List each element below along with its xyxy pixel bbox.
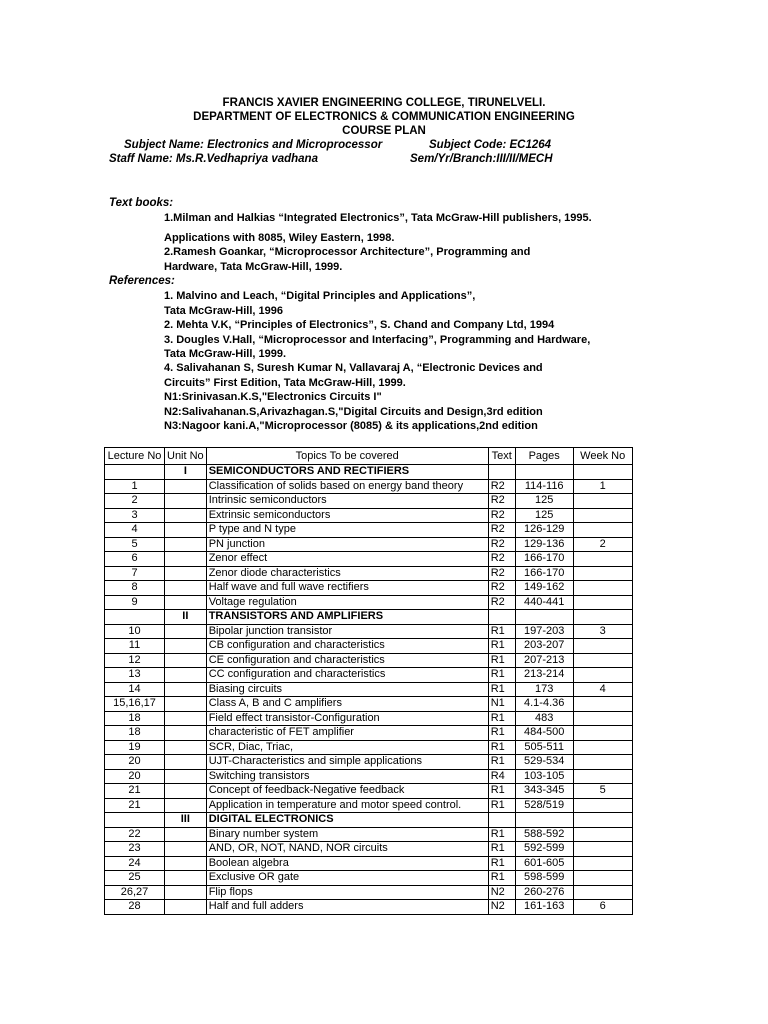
textbooks-heading: Text books: (109, 197, 174, 209)
week-no-cell (573, 668, 632, 683)
unit-no-cell (165, 726, 207, 741)
pages-cell (515, 465, 573, 480)
table-row (105, 784, 633, 799)
text-ref-cell: R2 (488, 552, 515, 567)
topic-cell: Half wave and full wave rectifiers (206, 581, 488, 596)
reference-line: 2. Mehta V.K, “Principles of Electronics”, S. Chand and Company Ltd, 1994 (164, 319, 555, 331)
unit-no-cell (165, 784, 207, 799)
unit-no-cell (165, 653, 207, 668)
week-no-cell (573, 566, 632, 581)
week-no-cell (573, 494, 632, 509)
unit-no-cell (165, 711, 207, 726)
text-ref-cell: R4 (488, 769, 515, 784)
topic-cell: Binary number system (206, 827, 488, 842)
week-no-cell (573, 842, 632, 857)
text-ref-cell: R1 (488, 856, 515, 871)
week-no-cell (573, 523, 632, 538)
unit-no-cell (165, 769, 207, 784)
topic-cell: Classification of solids based on energy band theory (206, 479, 488, 494)
lecture-no-cell: 20 (105, 769, 165, 784)
reference-line: N1:Srinivasan.K.S,"Electronics Circuits I" (164, 391, 382, 403)
unit-no-cell: II (165, 610, 207, 625)
table-row (105, 842, 633, 857)
text-ref-cell: R1 (488, 798, 515, 813)
text-ref-cell: R1 (488, 668, 515, 683)
unit-no-cell (165, 537, 207, 552)
reference-line: 1. Malvino and Leach, “Digital Principles and Applications”, (164, 290, 476, 302)
lecture-no-cell: 15,16,17 (105, 697, 165, 712)
unit-no-cell (165, 624, 207, 639)
lecture-no-cell: 1 (105, 479, 165, 494)
college-name: FRANCIS XAVIER ENGINEERING COLLEGE, TIRUNELVELI. (222, 97, 546, 109)
table-row (105, 653, 633, 668)
topic-cell: PN junction (206, 537, 488, 552)
text-ref-cell: R1 (488, 639, 515, 654)
table-row (105, 624, 633, 639)
week-no-cell (573, 639, 632, 654)
pages-cell: 483 (515, 711, 573, 726)
week-no-cell (573, 871, 632, 886)
reference-line: 4. Salivahanan S, Suresh Kumar N, Vallavaraj A, “Electronic Devices and (164, 362, 543, 374)
lecture-no-cell: 18 (105, 711, 165, 726)
column-header-unit-no: Unit No (165, 448, 207, 465)
text-ref-cell: R1 (488, 871, 515, 886)
week-no-cell (573, 653, 632, 668)
unit-no-cell (165, 682, 207, 697)
pages-cell: 528/519 (515, 798, 573, 813)
week-no-cell: 5 (573, 784, 632, 799)
unit-no-cell (165, 566, 207, 581)
lecture-no-cell: 4 (105, 523, 165, 538)
pages-cell (515, 610, 573, 625)
table-header-row (105, 448, 633, 465)
topic-cell: Boolean algebra (206, 856, 488, 871)
pages-cell: 588-592 (515, 827, 573, 842)
reference-line: Tata McGraw-Hill, 1996 (164, 305, 284, 317)
lecture-no-cell: 9 (105, 595, 165, 610)
unit-no-cell (165, 595, 207, 610)
text-ref-cell: R2 (488, 494, 515, 509)
week-no-cell (573, 813, 632, 828)
sem-branch: Sem/Yr/Branch:III/II/MECH (410, 153, 553, 165)
topic-cell: AND, OR, NOT, NAND, NOR circuits (206, 842, 488, 857)
unit-no-cell (165, 827, 207, 842)
unit-no-cell (165, 740, 207, 755)
textbook-line: Applications with 8085, Wiley Eastern, 1998. (164, 232, 395, 244)
subject-code: Subject Code: EC1264 (429, 139, 552, 151)
table-row (105, 798, 633, 813)
text-ref-cell: N2 (488, 900, 515, 915)
lecture-no-cell: 2 (105, 494, 165, 509)
topic-cell: Class A, B and C amplifiers (206, 697, 488, 712)
week-no-cell: 1 (573, 479, 632, 494)
table-row (105, 523, 633, 538)
lecture-no-cell: 13 (105, 668, 165, 683)
topic-cell: characteristic of FET amplifier (206, 726, 488, 741)
textbook-line: 1.Milman and Halkias “Integrated Electronics”, Tata McGraw-Hill publishers, 1995. (164, 212, 592, 224)
document-title: COURSE PLAN (342, 125, 426, 137)
topic-cell: Application in temperature and motor speed control. (206, 798, 488, 813)
topic-cell: Field effect transistor-Configuration (206, 711, 488, 726)
reference-line: 3. Dougles V.Hall, “Microprocessor and Interfacing”, Programming and Hardware, (164, 334, 591, 346)
week-no-cell (573, 769, 632, 784)
unit-no-cell (165, 842, 207, 857)
unit-no-cell (165, 697, 207, 712)
week-no-cell (573, 595, 632, 610)
pages-cell: 484-500 (515, 726, 573, 741)
unit-heading-row (105, 465, 633, 480)
pages-cell: 440-441 (515, 595, 573, 610)
pages-cell (515, 813, 573, 828)
topic-cell: Voltage regulation (206, 595, 488, 610)
table-row (105, 900, 633, 915)
pages-cell: 125 (515, 508, 573, 523)
week-no-cell (573, 508, 632, 523)
pages-cell: 149-162 (515, 581, 573, 596)
table-row (105, 856, 633, 871)
lecture-no-cell: 3 (105, 508, 165, 523)
week-no-cell (573, 827, 632, 842)
topic-cell: Bipolar junction transistor (206, 624, 488, 639)
pages-cell: 126-129 (515, 523, 573, 538)
topic-cell: CB configuration and characteristics (206, 639, 488, 654)
lecture-no-cell: 5 (105, 537, 165, 552)
lecture-no-cell: 28 (105, 900, 165, 915)
table-row (105, 668, 633, 683)
unit-no-cell (165, 508, 207, 523)
topic-cell: TRANSISTORS AND AMPLIFIERS (206, 610, 488, 625)
table-row (105, 769, 633, 784)
unit-no-cell (165, 798, 207, 813)
unit-heading-row (105, 610, 633, 625)
unit-no-cell (165, 639, 207, 654)
table-row (105, 508, 633, 523)
lecture-no-cell: 24 (105, 856, 165, 871)
table-row (105, 697, 633, 712)
textbook-line: 2.Ramesh Goankar, “Microprocessor Architecture”, Programming and (164, 246, 531, 258)
lecture-no-cell (105, 813, 165, 828)
text-ref-cell: R1 (488, 726, 515, 741)
topic-cell: UJT-Characteristics and simple applications (206, 755, 488, 770)
table-row (105, 566, 633, 581)
unit-heading-row (105, 813, 633, 828)
reference-line: Circuits” First Edition, Tata McGraw-Hill, 1999. (164, 377, 406, 389)
pages-cell: 343-345 (515, 784, 573, 799)
lecture-no-cell: 18 (105, 726, 165, 741)
table-row (105, 711, 633, 726)
week-no-cell (573, 552, 632, 567)
unit-no-cell (165, 552, 207, 567)
topic-cell: Extrinsic semiconductors (206, 508, 488, 523)
unit-no-cell (165, 871, 207, 886)
pages-cell: 173 (515, 682, 573, 697)
topic-cell: Biasing circuits (206, 682, 488, 697)
column-header-week-no: Week No (573, 448, 632, 465)
pages-cell: 601-605 (515, 856, 573, 871)
unit-no-cell (165, 856, 207, 871)
lecture-no-cell: 21 (105, 784, 165, 799)
pages-cell: 166-170 (515, 566, 573, 581)
text-ref-cell (488, 813, 515, 828)
week-no-cell (573, 711, 632, 726)
topic-cell: Zenor diode characteristics (206, 566, 488, 581)
topic-cell: Exclusive OR gate (206, 871, 488, 886)
unit-no-cell (165, 581, 207, 596)
unit-no-cell: III (165, 813, 207, 828)
week-no-cell (573, 697, 632, 712)
pages-cell: 4.1-4.36 (515, 697, 573, 712)
lecture-no-cell (105, 465, 165, 480)
text-ref-cell: R2 (488, 537, 515, 552)
lecture-no-cell: 23 (105, 842, 165, 857)
week-no-cell: 2 (573, 537, 632, 552)
lecture-no-cell: 11 (105, 639, 165, 654)
week-no-cell (573, 755, 632, 770)
pages-cell: 161-163 (515, 900, 573, 915)
reference-line: N3:Nagoor kani.A,"Microprocessor (8085) & its applications,2nd edition (164, 420, 538, 432)
lecture-no-cell: 26,27 (105, 885, 165, 900)
pages-cell: 505-511 (515, 740, 573, 755)
text-ref-cell: R2 (488, 523, 515, 538)
pages-cell: 529-534 (515, 755, 573, 770)
text-ref-cell: R1 (488, 624, 515, 639)
table-row (105, 479, 633, 494)
week-no-cell (573, 465, 632, 480)
pages-cell: 592-599 (515, 842, 573, 857)
text-ref-cell: R1 (488, 682, 515, 697)
text-ref-cell (488, 610, 515, 625)
lecture-no-cell: 14 (105, 682, 165, 697)
pages-cell: 114-116 (515, 479, 573, 494)
topic-cell: SCR, Diac, Triac, (206, 740, 488, 755)
topic-cell: CE configuration and characteristics (206, 653, 488, 668)
table-row (105, 639, 633, 654)
text-ref-cell: R2 (488, 566, 515, 581)
week-no-cell (573, 885, 632, 900)
lecture-no-cell: 6 (105, 552, 165, 567)
table-row (105, 581, 633, 596)
lecture-no-cell: 8 (105, 581, 165, 596)
lecture-no-cell: 12 (105, 653, 165, 668)
unit-no-cell (165, 755, 207, 770)
text-ref-cell: R1 (488, 784, 515, 799)
pages-cell: 260-276 (515, 885, 573, 900)
subject-name: Subject Name: Electronics and Microprocessor (124, 139, 383, 151)
week-no-cell (573, 726, 632, 741)
text-ref-cell: R2 (488, 581, 515, 596)
week-no-cell: 4 (573, 682, 632, 697)
table-row (105, 827, 633, 842)
pages-cell: 598-599 (515, 871, 573, 886)
reference-line: N2:Salivahanan.S,Arivazhagan.S,"Digital Circuits and Design,3rd edition (164, 406, 543, 418)
table-row (105, 885, 633, 900)
department-name: DEPARTMENT OF ELECTRONICS & COMMUNICATION ENGINEERING (193, 111, 575, 123)
unit-no-cell (165, 523, 207, 538)
topic-cell: SEMICONDUCTORS AND RECTIFIERS (206, 465, 488, 480)
lecture-no-cell: 25 (105, 871, 165, 886)
topic-cell: P type and N type (206, 523, 488, 538)
table-row (105, 755, 633, 770)
unit-no-cell (165, 479, 207, 494)
topic-cell: Half and full adders (206, 900, 488, 915)
pages-cell: 213-214 (515, 668, 573, 683)
text-ref-cell: R1 (488, 755, 515, 770)
unit-no-cell (165, 885, 207, 900)
text-ref-cell: R2 (488, 508, 515, 523)
text-ref-cell: N1 (488, 697, 515, 712)
staff-name: Staff Name: Ms.R.Vedhapriya vadhana (109, 153, 318, 165)
text-ref-cell: R1 (488, 711, 515, 726)
text-ref-cell (488, 465, 515, 480)
text-ref-cell: R1 (488, 740, 515, 755)
topic-cell: Zenor effect (206, 552, 488, 567)
week-no-cell (573, 798, 632, 813)
lecture-no-cell: 10 (105, 624, 165, 639)
table-row (105, 552, 633, 567)
week-no-cell (573, 581, 632, 596)
topic-cell: DIGITAL ELECTRONICS (206, 813, 488, 828)
text-ref-cell: R2 (488, 595, 515, 610)
topic-cell: Intrinsic semiconductors (206, 494, 488, 509)
textbook-line: Hardware, Tata McGraw-Hill, 1999. (164, 261, 343, 273)
lecture-no-cell: 22 (105, 827, 165, 842)
lecture-no-cell: 21 (105, 798, 165, 813)
pages-cell: 207-213 (515, 653, 573, 668)
text-ref-cell: R1 (488, 827, 515, 842)
unit-no-cell (165, 668, 207, 683)
column-header-topics: Topics To be covered (206, 448, 488, 465)
table-row (105, 726, 633, 741)
text-ref-cell: N2 (488, 885, 515, 900)
topic-cell: CC configuration and characteristics (206, 668, 488, 683)
course-plan-table (104, 447, 633, 915)
table-row (105, 740, 633, 755)
text-ref-cell: R1 (488, 653, 515, 668)
pages-cell: 125 (515, 494, 573, 509)
text-ref-cell: R2 (488, 479, 515, 494)
column-header-lecture-no: Lecture No (105, 448, 165, 465)
pages-cell: 103-105 (515, 769, 573, 784)
table-row (105, 871, 633, 886)
table-row (105, 494, 633, 509)
topic-cell: Switching transistors (206, 769, 488, 784)
table-row (105, 595, 633, 610)
pages-cell: 203-207 (515, 639, 573, 654)
reference-line: Tata McGraw-Hill, 1999. (164, 348, 287, 360)
pages-cell: 129-136 (515, 537, 573, 552)
references-heading: References: (109, 275, 175, 287)
text-ref-cell: R1 (488, 842, 515, 857)
week-no-cell (573, 610, 632, 625)
topic-cell: Flip flops (206, 885, 488, 900)
week-no-cell (573, 856, 632, 871)
unit-no-cell: I (165, 465, 207, 480)
pages-cell: 166-170 (515, 552, 573, 567)
column-header-pages: Pages (515, 448, 573, 465)
week-no-cell: 3 (573, 624, 632, 639)
table-body (105, 465, 633, 915)
lecture-no-cell: 20 (105, 755, 165, 770)
week-no-cell: 6 (573, 900, 632, 915)
lecture-no-cell: 19 (105, 740, 165, 755)
table-row (105, 682, 633, 697)
lecture-no-cell: 7 (105, 566, 165, 581)
column-header-text: Text (488, 448, 515, 465)
week-no-cell (573, 740, 632, 755)
table-row (105, 537, 633, 552)
unit-no-cell (165, 494, 207, 509)
pages-cell: 197-203 (515, 624, 573, 639)
lecture-no-cell (105, 610, 165, 625)
topic-cell: Concept of feedback-Negative feedback (206, 784, 488, 799)
unit-no-cell (165, 900, 207, 915)
